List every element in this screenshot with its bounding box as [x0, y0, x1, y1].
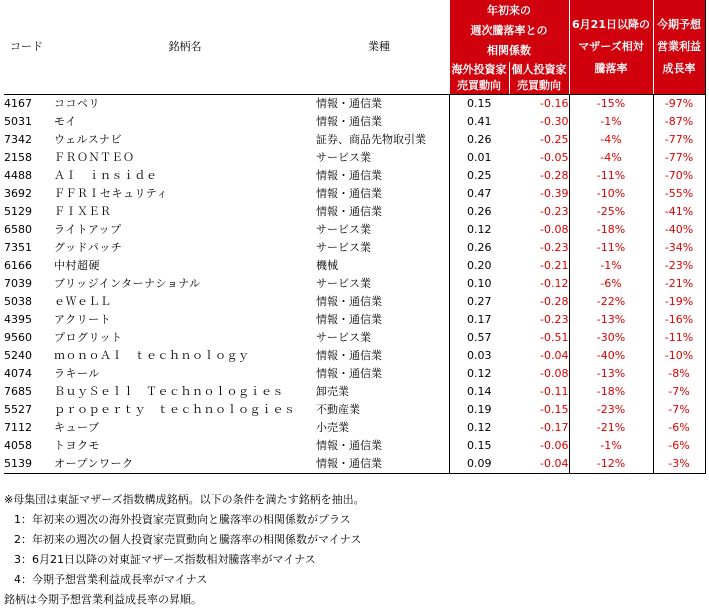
- table-row: [4, 185, 705, 203]
- note-condition-1: 1：年初来の週次の海外投資家売買動向と騰落率の相関係数がプラス: [14, 513, 351, 526]
- cell-relative-return: -25%: [569, 203, 653, 221]
- note-population: ※母集団は東証マザーズ指数構成銘柄。以下の条件を満たす銘柄を抽出。: [4, 493, 365, 506]
- cell-code: 6166: [4, 259, 32, 272]
- cell-profit-growth: -77%: [653, 149, 705, 167]
- cell-name: ウェルスナビ: [54, 133, 123, 146]
- cell-industry: 証券、商品先物取引業: [316, 133, 426, 146]
- cell-industry: 情報・通信業: [316, 295, 382, 308]
- cell-profit-growth: -97%: [653, 95, 705, 114]
- header-individual-investors: [509, 62, 569, 95]
- cell-foreign-corr: 0.15: [449, 437, 509, 455]
- cell-individual-corr: -0.16: [540, 97, 569, 110]
- table-row: [4, 95, 705, 114]
- header-code: コード: [4, 0, 54, 95]
- header-relative-line-3: 騰落率: [594, 62, 628, 75]
- cell-name: ＦＲＯＮＴＥＯ: [54, 151, 135, 164]
- cell-name: ｅＷｅＬＬ: [54, 295, 112, 308]
- cell-individual-corr: -0.28: [540, 295, 569, 308]
- cell-foreign-corr: 0.47: [449, 185, 509, 203]
- cell-relative-return: -30%: [569, 329, 653, 347]
- cell-name: オープンワーク: [54, 455, 316, 474]
- cell-industry: サービス業: [316, 241, 371, 254]
- header-growth-line-2: 営業利益: [657, 40, 701, 53]
- cell-code: 4058: [4, 439, 32, 452]
- cell-industry: サービス業: [316, 151, 371, 164]
- cell-profit-growth: -6%: [653, 419, 705, 437]
- cell-foreign-corr: 0.26: [449, 203, 509, 221]
- cell-individual-corr: -0.21: [540, 259, 569, 272]
- cell-code: 5129: [4, 205, 32, 218]
- cell-relative-return: -22%: [569, 293, 653, 311]
- cell-industry: 情報・通信業: [316, 367, 382, 380]
- cell-industry: 情報・通信業: [316, 349, 382, 362]
- header-foreign-line-2: 売買動向: [457, 79, 501, 92]
- cell-name: ＢｕｙＳｅｌｌ Ｔｅｃｈｎｏｌｏｇｉｅｓ: [54, 385, 284, 398]
- cell-foreign-corr: 0.12: [449, 419, 509, 437]
- cell-code: 7351: [4, 241, 32, 254]
- cell-individual-corr: -0.11: [540, 385, 569, 398]
- cell-name: ブリッジインターナショナル: [54, 277, 201, 290]
- cell-relative-return: -4%: [569, 131, 653, 149]
- note-condition-4: 4：今期予想営業利益成長率がマイナス: [14, 573, 208, 586]
- cell-foreign-corr: 0.25: [449, 167, 509, 185]
- cell-profit-growth: -7%: [653, 383, 705, 401]
- header-corr-line-3: 相関係数: [487, 44, 531, 57]
- cell-name: キューブ: [54, 421, 100, 434]
- note-sort-order: 銘柄は今期予想営業利益成長率の昇順。: [4, 593, 202, 606]
- cell-code: 7685: [4, 385, 32, 398]
- cell-foreign-corr: 0.41: [449, 113, 509, 131]
- header-relative-line-2: マザーズ相対: [578, 40, 644, 53]
- table-body: [4, 95, 705, 474]
- cell-individual-corr: -0.39: [540, 187, 569, 200]
- cell-foreign-corr: 0.26: [449, 131, 509, 149]
- cell-foreign-corr: 0.19: [449, 401, 509, 419]
- cell-industry: サービス業: [316, 223, 371, 236]
- cell-industry: サービス業: [316, 331, 371, 344]
- table-row: [4, 293, 705, 311]
- cell-name: ＡＩ ｉｎｓｉｄｅ: [54, 169, 158, 182]
- cell-industry: 情報・通信業: [316, 455, 449, 474]
- cell-relative-return: -23%: [569, 401, 653, 419]
- cell-code: 5139: [4, 455, 54, 474]
- cell-profit-growth: -70%: [653, 167, 705, 185]
- cell-profit-growth: -41%: [653, 203, 705, 221]
- cell-foreign-corr: 0.27: [449, 293, 509, 311]
- cell-code: 4167: [4, 97, 32, 110]
- header-foreign-line-1: 海外投資家: [451, 63, 507, 76]
- cell-individual-corr: -0.05: [540, 151, 569, 164]
- table-row: [4, 455, 705, 474]
- cell-foreign-corr: 0.01: [449, 149, 509, 167]
- cell-foreign-corr: 0.15: [449, 95, 509, 114]
- table-row: [4, 149, 705, 167]
- cell-profit-growth: -55%: [653, 185, 705, 203]
- header-individual-line-2: 売買動向: [517, 79, 561, 92]
- cell-profit-growth: -87%: [653, 113, 705, 131]
- cell-code: 6580: [4, 223, 32, 236]
- cell-foreign-corr: 0.12: [449, 221, 509, 239]
- cell-foreign-corr: 0.17: [449, 311, 509, 329]
- cell-foreign-corr: 0.26: [449, 239, 509, 257]
- cell-relative-return: -15%: [569, 95, 653, 114]
- table-row: [4, 221, 705, 239]
- cell-code: 2158: [4, 151, 32, 164]
- cell-industry: 情報・通信業: [316, 115, 382, 128]
- cell-individual-corr: -0.30: [540, 115, 569, 128]
- cell-code: 9560: [4, 331, 32, 344]
- cell-code: 7039: [4, 277, 32, 290]
- header-corr-line-2: 週次騰落率との: [470, 24, 548, 37]
- cell-industry: 情報・通信業: [316, 169, 382, 182]
- cell-individual-corr: -0.23: [540, 241, 569, 254]
- cell-individual-corr: -0.23: [540, 313, 569, 326]
- cell-relative-return: -11%: [569, 167, 653, 185]
- cell-industry: 卸売業: [316, 385, 349, 398]
- cell-relative-return: -12%: [569, 455, 653, 474]
- cell-name: モイ: [54, 115, 77, 128]
- cell-profit-growth: -10%: [653, 347, 705, 365]
- cell-code: 4074: [4, 367, 32, 380]
- table-row: [4, 239, 705, 257]
- cell-relative-return: -18%: [569, 221, 653, 239]
- cell-profit-growth: -8%: [653, 365, 705, 383]
- header-profit-growth: [653, 0, 705, 95]
- cell-name: グッドパッチ: [54, 241, 123, 254]
- cell-relative-return: -11%: [569, 239, 653, 257]
- header-growth-line-3: 成長率: [662, 62, 696, 75]
- cell-individual-corr: -0.12: [540, 277, 569, 290]
- cell-foreign-corr: 0.09: [449, 455, 509, 474]
- footnotes: [4, 490, 365, 610]
- header-relative-line-1: 6月21日以降の: [572, 18, 650, 31]
- cell-relative-return: -6%: [569, 275, 653, 293]
- cell-profit-growth: -40%: [653, 221, 705, 239]
- cell-profit-growth: -3%: [653, 455, 705, 474]
- cell-industry: 小売業: [316, 421, 349, 434]
- cell-code: 3692: [4, 187, 32, 200]
- cell-foreign-corr: 0.57: [449, 329, 509, 347]
- screening-table: [4, 0, 706, 474]
- table-row: [4, 167, 705, 185]
- cell-code: 4395: [4, 313, 32, 326]
- cell-code: 7112: [4, 421, 32, 434]
- cell-individual-corr: -0.08: [540, 367, 569, 380]
- cell-individual-corr: -0.28: [540, 169, 569, 182]
- cell-foreign-corr: 0.14: [449, 383, 509, 401]
- cell-profit-growth: -77%: [653, 131, 705, 149]
- cell-name: ｐｒｏｐｅｒｔｙ ｔｅｃｈｎｏｌｏｇｉｅｓ: [54, 403, 296, 416]
- cell-code: 5031: [4, 115, 32, 128]
- cell-relative-return: -13%: [569, 311, 653, 329]
- header-individual-line-1: 個人投資家: [511, 63, 567, 76]
- cell-code: 7342: [4, 133, 32, 146]
- cell-profit-growth: -16%: [653, 311, 705, 329]
- cell-relative-return: -21%: [569, 419, 653, 437]
- table-row: [4, 437, 705, 455]
- cell-name: 中村超硬: [54, 259, 100, 272]
- cell-foreign-corr: 0.10: [449, 275, 509, 293]
- header-industry: 業種: [316, 0, 449, 95]
- cell-individual-corr: -0.17: [540, 421, 569, 434]
- cell-relative-return: -10%: [569, 185, 653, 203]
- cell-individual-corr: -0.51: [540, 331, 569, 344]
- cell-industry: サービス業: [316, 277, 371, 290]
- cell-name: アクリート: [54, 313, 112, 326]
- cell-name: プログリット: [54, 331, 123, 344]
- cell-individual-corr: -0.08: [540, 223, 569, 236]
- header-corr-line-1: 年初来の: [487, 4, 531, 17]
- cell-individual-corr: -0.15: [540, 403, 569, 416]
- cell-code: 4488: [4, 169, 32, 182]
- cell-profit-growth: -11%: [653, 329, 705, 347]
- cell-foreign-corr: 0.03: [449, 347, 509, 365]
- cell-individual-corr: -0.06: [540, 439, 569, 452]
- cell-code: 5038: [4, 295, 32, 308]
- cell-profit-growth: -23%: [653, 257, 705, 275]
- table-row: [4, 203, 705, 221]
- cell-relative-return: -4%: [569, 149, 653, 167]
- table-row: [4, 311, 705, 329]
- cell-industry: 情報・通信業: [316, 97, 382, 110]
- cell-relative-return: -1%: [569, 113, 653, 131]
- cell-foreign-corr: 0.12: [449, 365, 509, 383]
- cell-individual-corr: -0.04: [509, 455, 569, 474]
- cell-name: ｍｏｎｏＡＩ ｔｅｃｈｎｏｌｏｇｙ: [54, 349, 250, 362]
- cell-relative-return: -1%: [569, 257, 653, 275]
- header-foreign-investors: [449, 62, 509, 95]
- cell-profit-growth: -21%: [653, 275, 705, 293]
- table-row: [4, 365, 705, 383]
- cell-profit-growth: -6%: [653, 437, 705, 455]
- cell-name: ＦＦＲＩセキュリティ: [54, 187, 168, 200]
- table-row: [4, 275, 705, 293]
- table-row: [4, 383, 705, 401]
- cell-industry: 情報・通信業: [316, 439, 382, 452]
- cell-relative-return: -13%: [569, 365, 653, 383]
- cell-foreign-corr: 0.20: [449, 257, 509, 275]
- cell-industry: 情報・通信業: [316, 187, 382, 200]
- header-relative-return: [569, 0, 653, 95]
- note-condition-3: 3：6月21日以降の対東証マザーズ指数相対騰落率がマイナス: [14, 553, 316, 566]
- table-row: [4, 347, 705, 365]
- cell-code: 5527: [4, 403, 32, 416]
- table-row: [4, 329, 705, 347]
- cell-individual-corr: -0.25: [540, 133, 569, 146]
- table-row: [4, 131, 705, 149]
- cell-profit-growth: -19%: [653, 293, 705, 311]
- cell-relative-return: -18%: [569, 383, 653, 401]
- cell-individual-corr: -0.23: [540, 205, 569, 218]
- cell-name: ラキール: [54, 367, 100, 380]
- cell-name: ライトアップ: [54, 223, 122, 236]
- header-name: 銘柄名: [54, 0, 316, 95]
- table-row: [4, 401, 705, 419]
- cell-industry: 不動産業: [316, 403, 360, 416]
- cell-industry: 機械: [316, 259, 338, 272]
- cell-code: 5240: [4, 349, 32, 362]
- note-condition-2: 2：年初来の週次の個人投資家売買動向と騰落率の相関係数がマイナス: [14, 533, 362, 546]
- cell-relative-return: -40%: [569, 347, 653, 365]
- cell-profit-growth: -7%: [653, 401, 705, 419]
- header-correlation-group: [449, 0, 569, 62]
- table-row: [4, 419, 705, 437]
- header-growth-line-1: 今期予想: [657, 18, 701, 31]
- cell-name: トヨクモ: [54, 439, 100, 452]
- cell-industry: 情報・通信業: [316, 313, 382, 326]
- cell-profit-growth: -34%: [653, 239, 705, 257]
- table-row: [4, 113, 705, 131]
- cell-relative-return: -1%: [569, 437, 653, 455]
- cell-name: ＦＩＸＥＲ: [54, 205, 112, 218]
- cell-industry: 情報・通信業: [316, 205, 382, 218]
- table-row: [4, 257, 705, 275]
- cell-individual-corr: -0.04: [540, 349, 569, 362]
- cell-name: ココペリ: [54, 97, 100, 110]
